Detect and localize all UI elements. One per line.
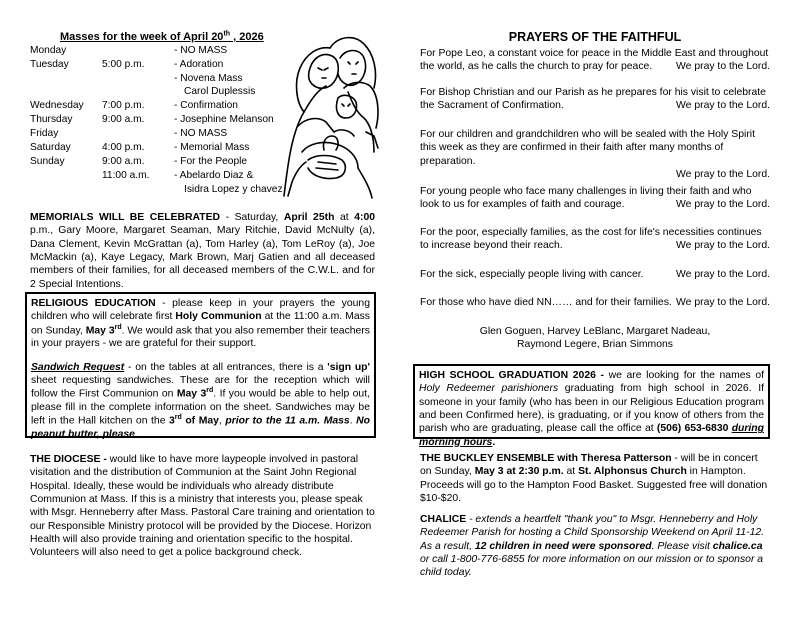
prayer-item: For those who have died NN…… and for their families. We pray to the Lord. xyxy=(420,297,770,308)
chalice-section: CHALICE - extends a heartfelt "thank you" to Msgr. Henneberry and Holy Redeemer Parish for hosting a Child Sponsorship Weekend on April 11-12. As a result, 12 children in need were sponsored. Please visit chalice.ca or call 1-800-776-6855 for more information on our mission or to sponsor a child today. xyxy=(420,514,765,579)
religious-education-box: RELIGIOUS EDUCATION - please keep in your prayers the young children who will celebrate first Holy Communion at the 11:00 a.m. Mass on Sunday, May 3rd. We would ask that you also remember their teachers in your prayers - we are grateful for their support. Sandwich Request - on the tables at all entrances, there is a 'sign up' sheet requesting sandwiches. These are for the reception which will follow the First Communion on May 3rd. If you would be able to help out, please fill in the complete information on the sheet. Sandwiches may be left in the Hall kitchen on the 3rd of May, prior to the 11 a.m. Mass. No peanut butter, please. xyxy=(25,292,376,438)
masses-heading: Masses for the week of April 20th , 2026 xyxy=(60,30,264,43)
prayer-item: For young people who face many challenges in living their faith and who look to us for examples of faith and courage. We pray to the Lord. xyxy=(420,186,770,211)
prayer-item: For Bishop Christian and our Parish as he prepares for his visit to celebrate the Sacrament of Confirmation. We pray to the Lord. xyxy=(420,87,770,112)
holy-family-illustration xyxy=(278,32,386,200)
memorials-section: MEMORIALS WILL BE CELEBRATED - Saturday, April 25th at 4:00 p.m., Gary Moore, Margaret Seaman, Mary Ritchie, David McNulty (a), Dana Clement, Kevin McGrattan (a), Tom Harley (a), Tom LeRoy (a), Joe McMackin (a), Kaye Legacy, Mark Brown, Marj Gatien and all deceased members of their families, for all deceased members of the C.W.L. and for 2 Special Intentions. xyxy=(30,212,376,290)
prayer-item: For the poor, especially families, as the cost for life's necessities continues to increase beyond their reach. We pray to the Lord. xyxy=(420,227,770,252)
prayer-item: For our children and grandchildren who will be sealed with the Holy Spirit this week as they are confirmed in their faith after many months of preparation. We pray to the Lord. xyxy=(420,129,770,180)
diocese-section: THE DIOCESE - would like to have more laypeople involved in pastoral visitation and the distribution of Communion at the Saint John Regional Hospital. Ideally, these would be individuals who already distribute Communion at Mass. If this is a ministry that interests you, please speak with Msgr. Henneberry after Mass. Pastoral Care training and orientation to our Responsible Ministry protocol will be provided by the Diocese. Horizon Health will also provide training and orientation specific to the hospital. Volunteers will also need to get a police background check. xyxy=(30,454,375,559)
graduation-box: HIGH SCHOOL GRADUATION 2026 - we are looking for the names of Holy Redeemer parishioners graduating from high school in 2026. If someone in your family (who has been in our Religious Education program and been Confirmed here), is graduating, or if you know of others from the parish who are graduating, please call the office at (506) 653-6830 during morning hours. xyxy=(413,364,770,439)
prayer-item: For Pope Leo, a constant voice for peace in the Middle East and throughout the world, as he calls the church to pray for peace. We pray to the Lord. xyxy=(420,48,770,73)
buckley-section: THE BUCKLEY ENSEMBLE with Theresa Patterson - will be in concert on Sunday, May 3 at 2:30 p.m. at St. Alphonsus Church in Hampton. Proceeds will go to the Hampton Food Basket. Suggested free will donation $10-$20. xyxy=(420,453,768,504)
prayer-names: Glen Goguen, Harvey LeBlanc, Margaret Nadeau, Raymond Legere, Brian Simmons xyxy=(479,326,711,351)
prayers-title: PRAYERS OF THE FAITHFUL xyxy=(508,30,682,44)
prayer-item: For the sick, especially people living with cancer. We pray to the Lord. xyxy=(420,269,770,280)
